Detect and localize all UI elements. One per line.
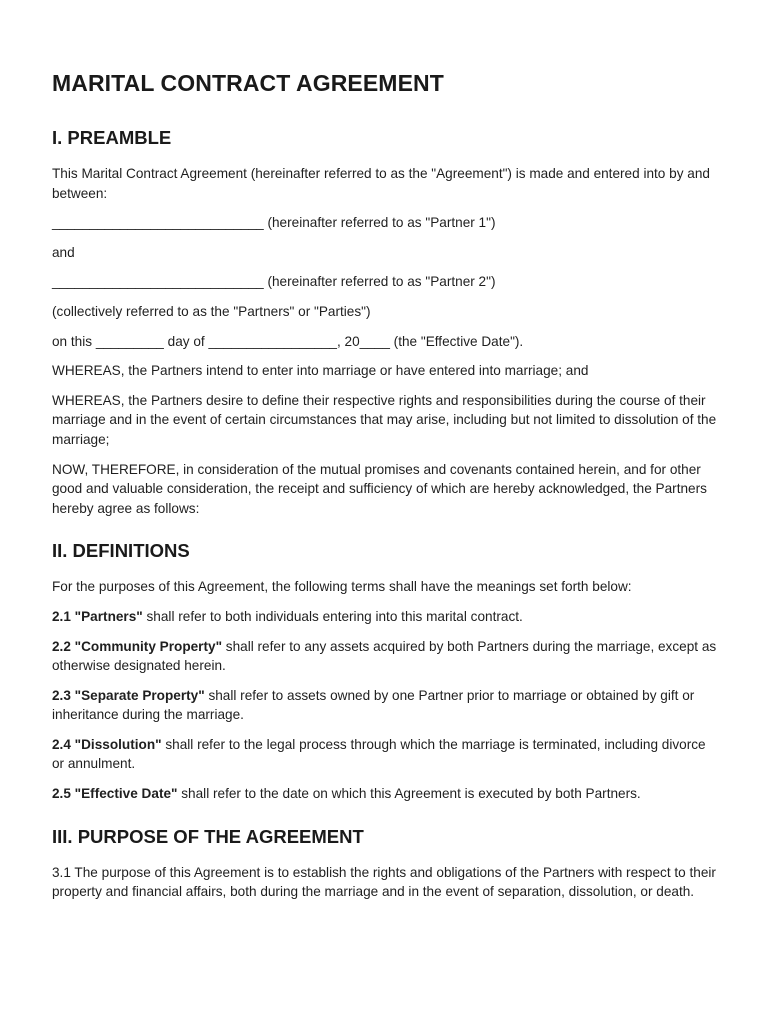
definition-dissolution <box>52 735 720 774</box>
definition-separate-property <box>52 686 720 725</box>
section-preamble <box>52 127 720 518</box>
section-definitions <box>52 540 720 803</box>
effective-date-line: on this _________ day of _________________, 20____ (the "Effective Date"). <box>52 333 524 349</box>
definitions-intro: For the purposes of this Agreement, the following terms shall have the meanings set forth below: <box>52 579 632 595</box>
definition-text: shall refer to both individuals entering into this marital contract. <box>142 608 523 624</box>
definition-effective-date <box>52 784 720 804</box>
section-heading-definitions: II. DEFINITIONS <box>52 540 190 562</box>
definition-text: shall refer to the date on which this Agreement is executed by both Partners. <box>177 786 641 802</box>
definition-term: 2.3 "Separate Property" <box>52 687 205 703</box>
section-heading-preamble: I. PREAMBLE <box>52 127 172 148</box>
preamble-intro: This Marital Contract Agreement (hereinafter referred to as the "Agreement") is made and entered into by and between: <box>52 166 710 201</box>
whereas-clause-2: WHEREAS, the Partners desire to define their respective rights and responsibilities during the course of their marriage and in the event of certain circumstances that may arise, including but not limited to dissolution of the marriage; <box>52 392 717 447</box>
document-title: MARITAL CONTRACT AGREEMENT <box>52 70 444 96</box>
whereas-clause-1: WHEREAS, the Partners intend to enter into marriage or have entered into marriage; and <box>52 363 589 379</box>
definition-term: 2.2 "Community Property" <box>52 638 223 654</box>
definition-text: shall refer to any assets acquired by both Partners during the marriage, except as otherwise designated herein. <box>52 638 717 674</box>
partner-2-line: ____________________________ (hereinafter referred to as "Partner 2") <box>52 274 496 290</box>
purpose-clause-3-1: 3.1 The purpose of this Agreement is to establish the rights and obligations of the Partners with respect to their property and financial affairs, both during the marriage and in the event of separation, dissolution, or death. <box>52 864 716 900</box>
definition-term: 2.5 "Effective Date" <box>52 786 178 802</box>
document-page <box>52 70 720 912</box>
definition-term: 2.4 "Dissolution" <box>52 736 162 752</box>
definition-community-property <box>52 637 720 676</box>
now-therefore-clause: NOW, THEREFORE, in consideration of the mutual promises and covenants contained herein, and for other good and valuable consideration, the receipt and sufficiency of which are hereby acknowledged, the Partners hereby agree as follows: <box>52 461 707 516</box>
and-text: and <box>52 244 75 260</box>
definition-partners <box>52 607 720 627</box>
definition-text: shall refer to the legal process through which the marriage is terminated, including divorce or annulment. <box>52 736 706 772</box>
definition-text: shall refer to assets owned by one Partner prior to marriage or obtained by gift or inheritance during the marriage. <box>52 687 695 723</box>
section-heading-purpose: III. PURPOSE OF THE AGREEMENT <box>52 825 364 847</box>
section-purpose <box>52 826 720 902</box>
partner-1-line: ____________________________ (hereinafter referred to as "Partner 1") <box>52 215 496 231</box>
collective-reference: (collectively referred to as the "Partners" or "Parties") <box>52 303 371 319</box>
definition-term: 2.1 "Partners" <box>52 608 143 624</box>
